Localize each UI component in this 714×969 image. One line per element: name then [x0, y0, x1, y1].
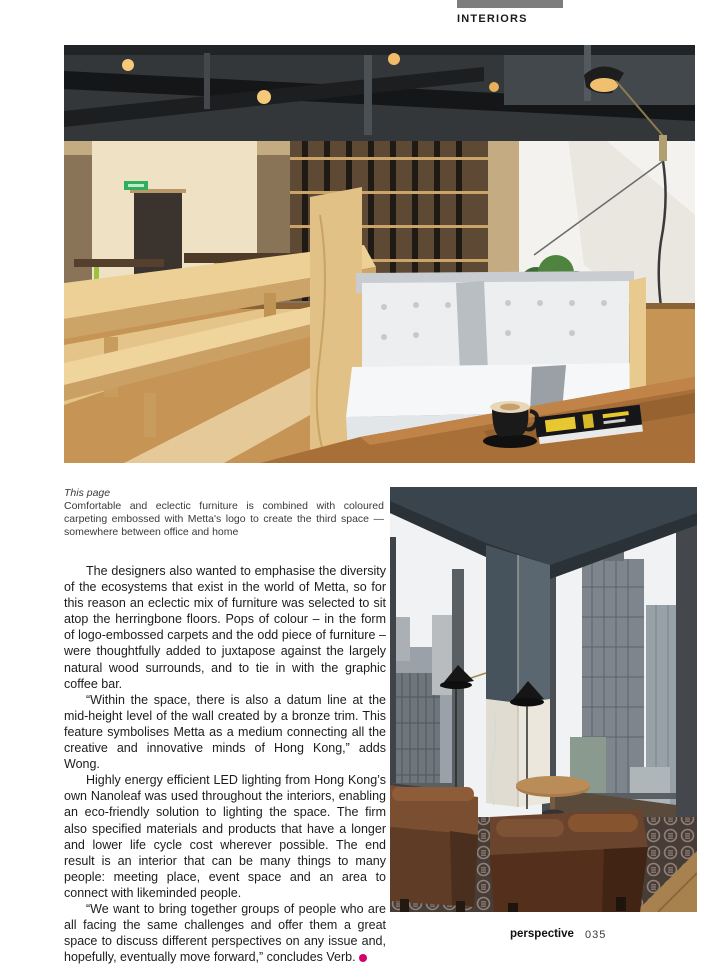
caption-text: Comfortable and eclectic furniture is combined with coloured carpeting embossed with Metta's logo to create the third space — somewhere between office and home: [64, 500, 384, 538]
column: [486, 545, 550, 807]
magazine-name: perspective: [510, 928, 574, 940]
article-end-dot: [359, 954, 367, 962]
article-paragraph: The designers also wanted to emphasise the diversity of the ecosystems that exist in the world of Metta, so for this reason an eclectic mix of furniture was selected to sit atop the herringbone floors. Pops of colour – in the form of logo-embossed carpets and the odd piece of furniture – were thoughtfully added to juxtapose against the largely natural wood surrounds, and to tie in with the graphic coffee bar.: [64, 564, 386, 691]
office-interior-photo: [64, 45, 695, 463]
lounge-corner-illustration: [390, 487, 697, 912]
article-paragraph: “Within the space, there is also a datum line at the mid-height level of the wall created by a bronze trim. This feature symbolises Metta as a medium connecting all the creative and innovative minds of Hong Kong,” adds Wong.: [64, 692, 386, 772]
photo-caption: [64, 487, 384, 539]
section-label: INTERIORS: [457, 13, 528, 25]
article-body: [64, 563, 386, 965]
article-paragraph: [64, 901, 386, 965]
office-interior-illustration: [64, 45, 695, 463]
article-paragraph: Highly energy efficient LED lighting from Hong Kong’s own Nanoleaf was used throughout the interiors, enabling an eco-friendly solution to lighting the space. The firm also specified materials and products that have a longer and lower life cycle cost wherever possible. The end result is an interior that can be many things to many people: meeting place, event space and an area to connect with likeminded people.: [64, 773, 386, 900]
header-bar: [457, 0, 563, 8]
armchair-left: [390, 785, 478, 912]
sofa-back-shadow: [456, 281, 488, 373]
caption-label: This page: [64, 487, 111, 499]
sofa-back: [362, 281, 629, 371]
article-paragraph-text: “We want to bring together groups of people who are all facing the same challenges and offer them a great space to discuss different perspectives on any issue and, hopefully, eventually move forward,” concludes Verb.: [64, 901, 386, 965]
page-number: 035: [585, 929, 607, 941]
armchair-right: [490, 809, 648, 912]
lounge-corner-photo: [390, 487, 697, 912]
